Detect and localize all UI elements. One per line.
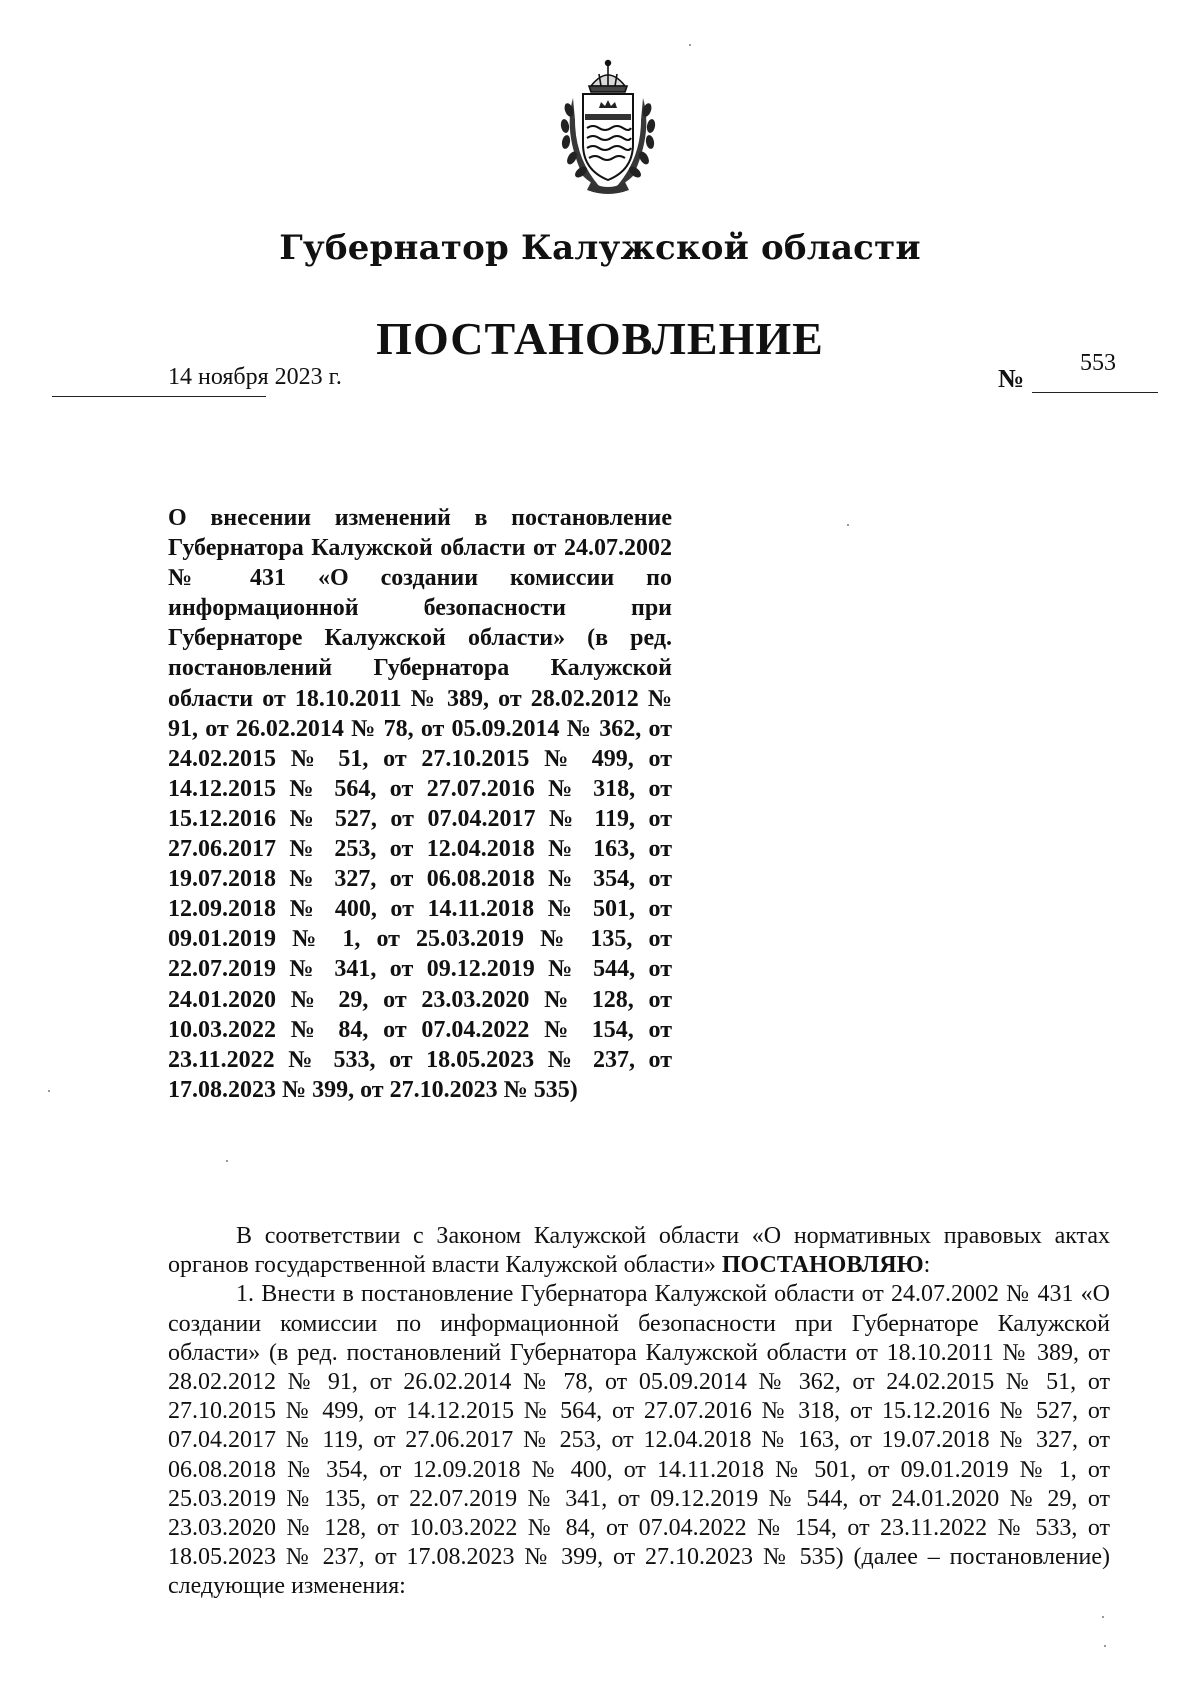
item-1-paragraph: 1. Внести в постановление Губернатора Калужской области от 24.07.2002 № 431 «О создании комиссии по информационной безопасности при Губернаторе Калужской области» (в ред. постановлений Губернатора Калужской области от 18.10.2011 № 389, от 28.02.2012 № 91, от 26.02.2014 № 78, от 05.09.2014 № 362, от 24.02.2015 № 51, от 27.10.2015 № 499, от 14.12.2015 № 564, от 27.07.2016 № 318, от 15.12.2016 № 527, от 07.04.2017 № 119, от 27.06.2017 № 253, от 12.04.2018 № 163, от 19.07.2018 № 327, от 06.08.2018 № 354, от 12.09.2018 № 400, от 14.11.2018 № 501, от 09.01.2019 № 1, от 25.03.2019 № 135, от 22.07.2019 № 341, от 09.12.2019 № 544, от 24.01.2020 № 29, от 23.03.2020 № 128, от 10.03.2022 № 84, от 07.04.2022 № 154, от 23.11.2022 № 533, от 18.05.2023 № 237, от 17.08.2023 № 399, от 27.10.2023 № 535) (далее – постановление) следующие изменения: bbox=[168, 1281, 1110, 1600]
scan-speck bbox=[226, 1160, 228, 1162]
document-type-heading: ПОСТАНОВЛЕНИЕ bbox=[376, 313, 824, 364]
document-number: 553 bbox=[1080, 350, 1116, 376]
decree-word: ПОСТАНОВЛЯЮ bbox=[721, 1252, 924, 1279]
document-date: 14 ноября 2023 г. bbox=[168, 364, 342, 390]
date-underline bbox=[52, 396, 266, 397]
document-body bbox=[168, 1222, 1110, 1602]
scan-speck bbox=[1102, 1616, 1104, 1618]
number-underline bbox=[1032, 392, 1158, 393]
scan-speck bbox=[689, 44, 691, 46]
scan-speck bbox=[847, 524, 849, 526]
preamble-text: В соответствии с Законом Калужской области «О нормативных правовых актах органов государственной власти Калужской области» bbox=[168, 1223, 1110, 1279]
coat-of-arms-emblem bbox=[553, 58, 663, 198]
scan-speck bbox=[48, 1090, 50, 1092]
number-sign: № bbox=[998, 364, 1025, 393]
decree-punctuation: : bbox=[923, 1252, 931, 1279]
organization-title: Губернатор Калужской области bbox=[279, 228, 921, 268]
scan-speck bbox=[1104, 1645, 1106, 1647]
crown-icon bbox=[589, 61, 627, 92]
shield-icon bbox=[583, 94, 633, 180]
ribbon-icon bbox=[587, 182, 629, 194]
preamble-paragraph bbox=[168, 1222, 1110, 1280]
document-subject: О внесении изменений в постановление Губернатора Калужской области от 24.07.2002 № 431 «О создании комиссии по информационной безопасности при Губернаторе Калужской области» (в ред. постановлений Губернатора Калужской области от 18.10.2011 № 389, от 28.02.2012 № 91, от 26.02.2014 № 78, от 05.09.2014 № 362, от 24.02.2015 № 51, от 27.10.2015 № 499, от 14.12.2015 № 564, от 27.07.2016 № 318, от 15.12.2016 № 527, от 07.04.2017 № 119, от 27.06.2017 № 253, от 12.04.2018 № 163, от 19.07.2018 № 327, от 06.08.2018 № 354, от 12.09.2018 № 400, от 14.11.2018 № 501, от 09.01.2019 № 1, от 25.03.2019 № 135, от 22.07.2019 № 341, от 09.12.2019 № 544, от 24.01.2020 № 29, от 23.03.2020 № 128, от 10.03.2022 № 84, от 07.04.2022 № 154, от 23.11.2022 № 533, от 18.05.2023 № 237, от 17.08.2023 № 399, от 27.10.2023 № 535) bbox=[168, 505, 672, 1103]
